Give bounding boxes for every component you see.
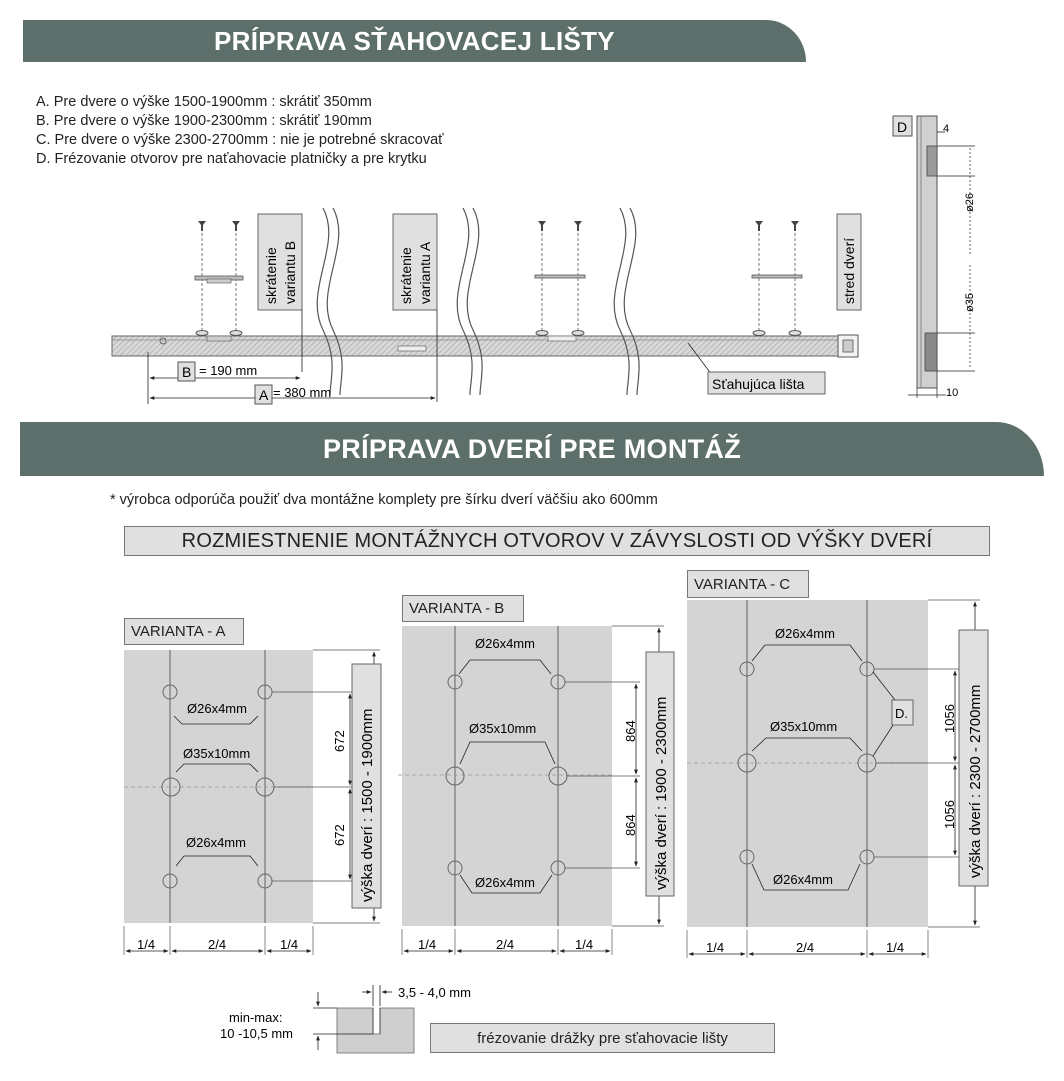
- b-door-height: výška dverí : 1900 - 2300mm: [653, 696, 670, 890]
- groove-depth-label: min-max:: [229, 1010, 283, 1025]
- detail-35: ø35: [964, 293, 976, 312]
- c-hole-small-top: Ø26x4mm: [775, 626, 835, 641]
- detail-4: 4: [943, 123, 950, 135]
- groove-width: 3,5 - 4,0 mm: [398, 985, 471, 1000]
- groove-depth-value: 10 -10,5 mm: [220, 1026, 293, 1041]
- variant-a-label: VARIANTA - A: [124, 618, 244, 645]
- cut-a-text-2: variantu A: [417, 241, 433, 304]
- cut-b-text-1: skrátenie: [263, 247, 279, 304]
- dim-b-value: = 190 mm: [199, 363, 258, 378]
- variant-b-drawing: [398, 626, 674, 955]
- dim-b-key: B: [182, 364, 192, 380]
- c-detail-key: D.: [895, 706, 908, 721]
- section-title-rail-prep: PRÍPRAVA SŤAHOVACEJ LIŠTY: [23, 20, 806, 62]
- door-center-text: stred dverí: [841, 237, 857, 304]
- a-hole-small-top: Ø26x4mm: [187, 701, 247, 716]
- cut-b-label: [258, 214, 302, 310]
- b-hole-large: Ø35x10mm: [469, 721, 537, 736]
- a-fraction-left: 1/4: [137, 937, 156, 952]
- door-panel-a: [124, 650, 313, 923]
- c-door-height: výška dverí : 2300 - 2700mm: [967, 684, 984, 878]
- note-c: C. Pre dvere o výške 2300-2700mm : nie je potrebné skracovať: [36, 132, 444, 148]
- a-fraction-middle: 2/4: [208, 937, 227, 952]
- rail-side-view: [112, 208, 861, 404]
- c-dim-bottom: 1056: [942, 800, 957, 829]
- variant-a-drawing: [124, 650, 381, 955]
- note-a: A. Pre dvere o výške 1500-1900mm : skrátiť 350mm: [36, 94, 372, 110]
- plate-assembly: [752, 221, 802, 336]
- cut-a-text-1: skrátenie: [398, 247, 414, 304]
- c-hole-small-bottom: Ø26x4mm: [773, 872, 833, 887]
- detail-d: [893, 116, 976, 399]
- plate-assembly: [535, 221, 585, 336]
- a-door-height: výška dverí : 1500 - 1900mm: [359, 708, 376, 902]
- note-d: D. Frézovanie otvorov pre naťahovacie platničky a pre krytku: [36, 151, 427, 167]
- variant-c-drawing: [687, 600, 988, 958]
- break-lines: [317, 208, 639, 395]
- detail-26: ø26: [964, 193, 976, 212]
- cut-a-label: [393, 214, 437, 310]
- b-hole-small-bottom: Ø26x4mm: [475, 875, 535, 890]
- door-center-label: [837, 214, 861, 310]
- rail-label: Sťahujúca lišta: [712, 376, 805, 392]
- section-title-door-prep: PRÍPRAVA DVERÍ PRE MONTÁŽ: [20, 422, 1044, 476]
- a-dim-bottom: 672: [332, 824, 347, 846]
- variant-b-label: VARIANTA - B: [402, 595, 524, 622]
- c-fraction-left: 1/4: [706, 940, 725, 955]
- dim-a-key: A: [259, 387, 269, 403]
- hole-layout-heading: ROZMIESTNENIE MONTÁŽNYCH OTVOROV V ZÁVYSLOSTI OD VÝŠKY DVERÍ: [124, 526, 990, 556]
- b-dim-bottom: 864: [623, 814, 638, 836]
- detail-10: 10: [946, 387, 959, 399]
- groove-caption: frézovanie drážky pre sťahovacie lišty: [430, 1023, 775, 1053]
- b-fraction-middle: 2/4: [496, 937, 515, 952]
- b-fraction-right: 1/4: [575, 937, 594, 952]
- a-dim-top: 672: [332, 730, 347, 752]
- c-hole-large: Ø35x10mm: [770, 719, 838, 734]
- c-fraction-right: 1/4: [886, 940, 905, 955]
- a-fraction-right: 1/4: [280, 937, 299, 952]
- groove-detail: [220, 985, 471, 1053]
- a-hole-small-bottom: Ø26x4mm: [186, 835, 246, 850]
- note-b: B. Pre dvere o výške 1900-2300mm : skrátiť 190mm: [36, 113, 372, 129]
- b-dim-top: 864: [623, 720, 638, 742]
- c-fraction-middle: 2/4: [796, 940, 815, 955]
- footnote: * výrobca odporúča použiť dva montážne komplety pre šírku dverí väčšiu ako 600mm: [110, 492, 658, 508]
- cut-b-text-2: variantu B: [282, 240, 298, 304]
- a-hole-large: Ø35x10mm: [183, 746, 251, 761]
- plate-assembly: [195, 221, 243, 341]
- b-fraction-left: 1/4: [418, 937, 437, 952]
- c-dim-top: 1056: [942, 704, 957, 733]
- detail-d-key: D: [897, 119, 908, 135]
- dim-a-value: = 380 mm: [273, 385, 332, 400]
- variant-c-label: VARIANTA - C: [687, 570, 809, 598]
- b-hole-small-top: Ø26x4mm: [475, 636, 535, 651]
